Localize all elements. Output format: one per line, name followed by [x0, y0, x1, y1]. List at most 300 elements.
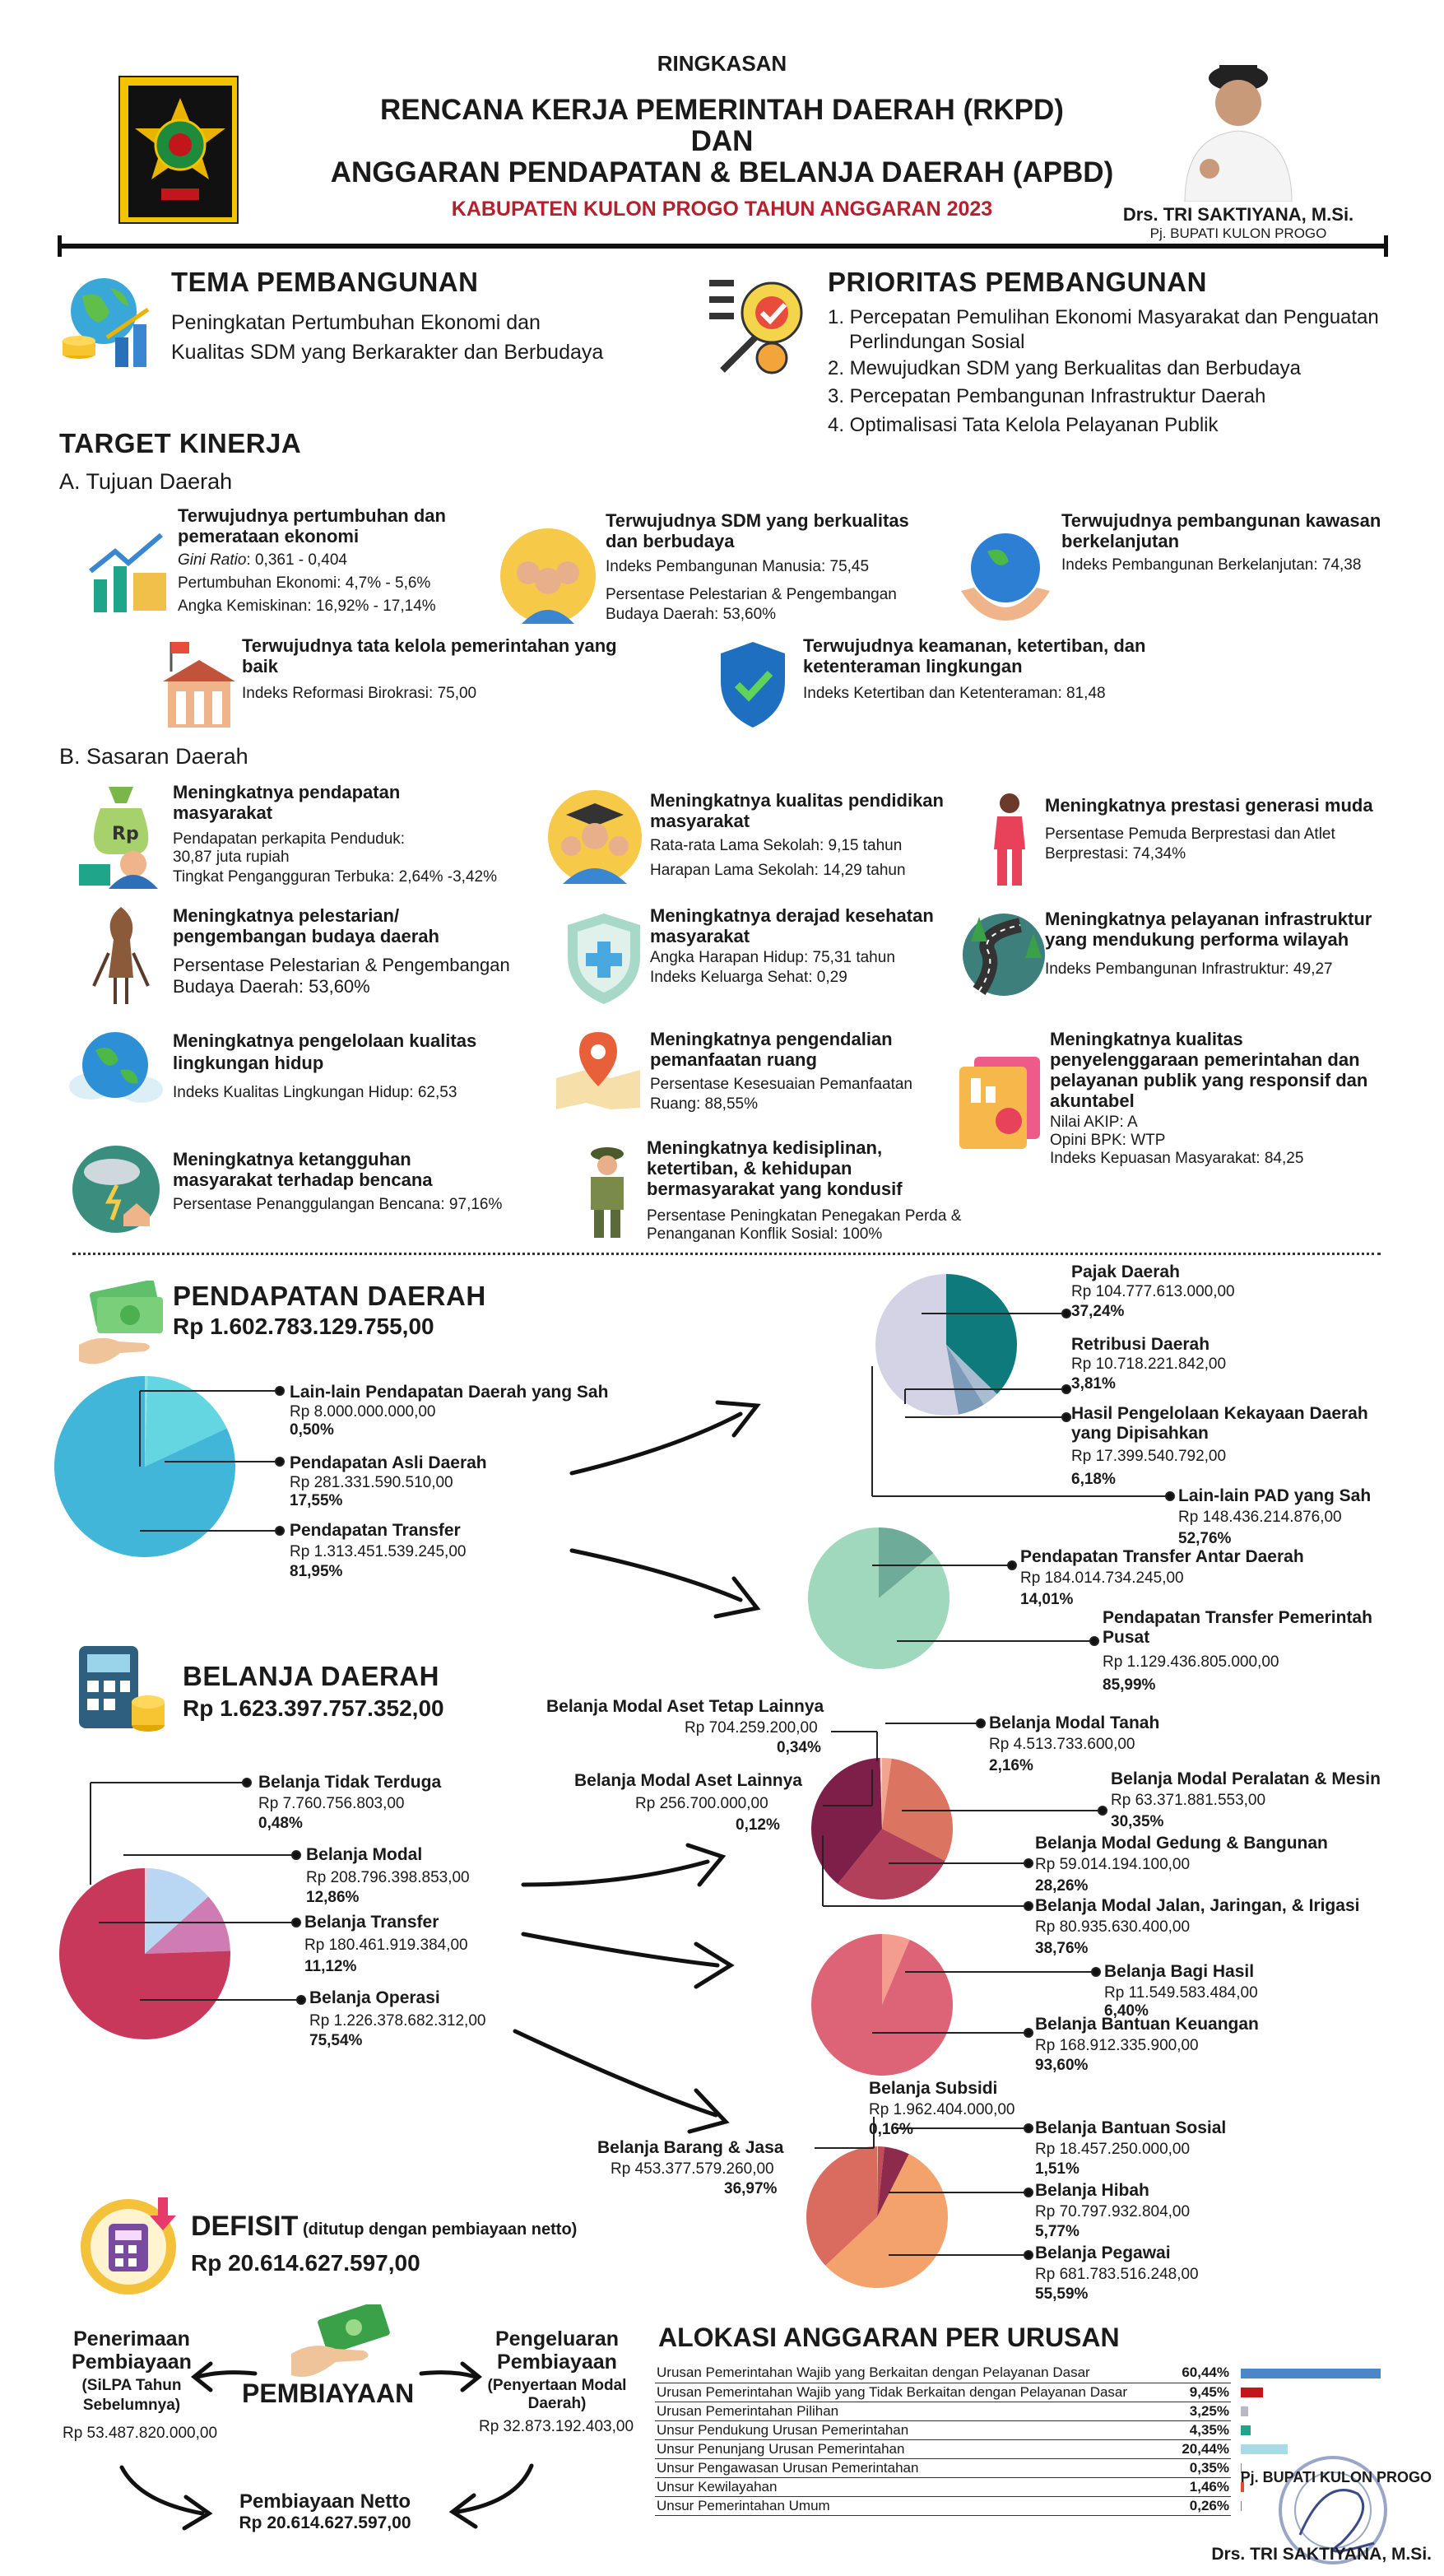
- tujuan-2-culture-2: Budaya Daerah: 53,60%: [606, 606, 777, 623]
- defisit-note: (ditutup dengan pembiayaan netto): [303, 2220, 578, 2239]
- alokasi-bar: [1241, 2388, 1263, 2397]
- pendapatan-total: Rp 1.602.783.129.755,00: [173, 1314, 434, 1339]
- tujuan-3-heading-1: Terwujudnya pembangunan kawasan: [1061, 510, 1381, 531]
- sasaran-4-line-1: Persentase Pelestarian & Pengembangan: [173, 955, 510, 975]
- pad-kekayaan-pct: 6,18%: [1071, 1471, 1116, 1488]
- regency-logo: [118, 76, 239, 224]
- tujuan-4-heading-1: Terwujudnya tata kelola pemerintahan yang: [242, 635, 617, 656]
- netto-value: Rp 20.614.627.597,00: [239, 2513, 411, 2532]
- pembiayaan-title: PEMBIAYAAN: [242, 2378, 415, 2408]
- pad-retribusi-pct: 3,81%: [1071, 1375, 1116, 1393]
- pie-belanja-slice-1: [145, 1868, 147, 1954]
- operasi-hibah-value: Rp 70.797.932.804,00: [1035, 2203, 1191, 2220]
- modal-peralatan-value: Rp 63.371.881.553,00: [1111, 1792, 1266, 1809]
- alokasi-row-pct: 0,26%: [1173, 2496, 1231, 2515]
- pendapatan-pad-pct: 17,55%: [290, 1492, 343, 1509]
- priority-checklist-icon: [706, 272, 813, 379]
- wayang-puppet-icon: [91, 904, 151, 1006]
- operasi-bansos-name: Belanja Bantuan Sosial: [1035, 2118, 1227, 2137]
- leader-dot-4: [1062, 1309, 1070, 1318]
- summary-label: RINGKASAN: [657, 51, 787, 76]
- pie-belanja-modal-slice-3: [838, 1829, 945, 1899]
- sasaran-1-line-1: Pendapatan perkapita Penduduk:: [173, 830, 406, 848]
- arrow-pendapatan-to-pad-head: [717, 1402, 757, 1435]
- sasaran-8-line-2: Ruang: 88,55%: [650, 1095, 758, 1113]
- leader-dot-22: [1024, 2251, 1033, 2259]
- pendapatan-title: PENDAPATAN DAERAH: [173, 1281, 486, 1311]
- leader-dot-17: [1024, 1902, 1033, 1910]
- tujuan-3-index: Indeks Pembangunan Berkelanjutan: 74,38: [1061, 556, 1362, 574]
- pengeluaran-sub-2: Daerah): [527, 2395, 587, 2412]
- modal-jalan-value: Rp 80.935.630.400,00: [1035, 1918, 1191, 1936]
- sasaran-7-heading-2: lingkungan hidup: [173, 1053, 324, 1073]
- leader-dot-20: [1024, 2124, 1033, 2132]
- sasaran-5-heading-2: masyarakat: [650, 926, 750, 946]
- btransfer-bagi-hasil-value: Rp 11.549.583.484,00: [1104, 1984, 1258, 2002]
- alokasi-row-name: Unsur Pemerintahan Umum: [655, 2496, 1173, 2515]
- leader-dot-9: [1090, 1637, 1098, 1645]
- pad-pajak-name: Pajak Daerah: [1071, 1262, 1180, 1281]
- tujuan-1-growth: Pertumbuhan Ekonomi: 4,7% - 5,6%: [178, 574, 431, 592]
- penerimaan-label-1: Penerimaan: [73, 2327, 190, 2350]
- alokasi-row-pct: 20,44%: [1173, 2439, 1231, 2458]
- alokasi-row-name: Unsur Kewilayahan: [655, 2477, 1173, 2496]
- pie-pad-slice-1: [946, 1274, 1017, 1394]
- earth-hands-icon: [954, 522, 1056, 624]
- sasaran-3-line-2: Berprestasi: 74,34%: [1045, 845, 1186, 863]
- sasaran-8-heading-1: Meningkatnya pengendalian: [650, 1029, 893, 1049]
- pad-retribusi-name: Retribusi Daerah: [1071, 1335, 1210, 1354]
- sasaran-1-heading-1: Meningkatnya pendapatan: [173, 782, 401, 802]
- tujuan-1-gini: Gini Ratio: 0,361 - 0,404: [178, 551, 347, 569]
- money-bag-icon: [76, 779, 166, 889]
- economy-growth-icon: [86, 530, 171, 616]
- tujuan-1-poverty: Angka Kemiskinan: 16,92% - 17,14%: [178, 598, 436, 615]
- pie-belanja-modal-slice-2: [882, 1759, 953, 1861]
- sasaran-6-line-1: Indeks Pembangunan Infrastruktur: 49,27: [1045, 960, 1333, 978]
- penerimaan-sub-2: Sebelumnya): [82, 2397, 181, 2414]
- arrow-belanja-to-transfer: [523, 1934, 717, 1965]
- tema-line-2: Kualitas SDM yang Berkarakter dan Berbudaya: [171, 341, 604, 364]
- belanja-tt-name: Belanja Tidak Terduga: [258, 1773, 442, 1792]
- tujuan-1-heading-1: Terwujudnya pertumbuhan dan: [178, 505, 446, 526]
- pie-pendapatan-slice-3: [54, 1376, 235, 1557]
- arrow-pendapatan-to-transfer-head: [716, 1579, 757, 1616]
- pie-belanja-modal-slice-6: [880, 1758, 882, 1829]
- sasaran-title: B. Sasaran Daerah: [59, 744, 248, 769]
- sasaran-9-line-2: Opini BPK: WTP: [1050, 1132, 1166, 1149]
- leader-dot-14: [977, 1719, 985, 1727]
- pie-belanja-slice-3: [145, 1896, 230, 1954]
- belanja-operasi-name: Belanja Operasi: [309, 1988, 440, 2007]
- btransfer-bantuan-name: Belanja Bantuan Keuangan: [1035, 2015, 1259, 2034]
- sasaran-6-heading-1: Meningkatnya pelayanan infrastruktur: [1045, 909, 1372, 929]
- section-dotted-divider: [72, 1253, 1381, 1255]
- target-title: TARGET KINERJA: [59, 428, 302, 458]
- header-divider-cap-left: [58, 235, 62, 257]
- sasaran-9-heading-4: akuntabel: [1050, 1090, 1135, 1111]
- sasaran-5-line-2: Indeks Keluarga Sehat: 0,29: [650, 969, 847, 986]
- penerimaan-label-2: Pembiayaan: [72, 2350, 192, 2374]
- belanja-modal-pct: 12,86%: [306, 1889, 360, 1906]
- prioritas-title: PRIORITAS PEMBANGUNAN: [828, 267, 1207, 297]
- defisit-total: Rp 20.614.627.597,00: [191, 2250, 420, 2276]
- modal-al-pct: 0,12%: [736, 1816, 780, 1834]
- pie-belanja-operasi-slice-4: [825, 2154, 948, 2288]
- modal-tanah-name: Belanja Modal Tanah: [989, 1713, 1160, 1732]
- netto-label: Pembiayaan Netto: [239, 2490, 411, 2513]
- leader-dot-5: [1062, 1385, 1070, 1393]
- btransfer-bagi-hasil-pct: 6,40%: [1104, 2002, 1149, 2020]
- sasaran-7-heading-1: Meningkatnya pengelolaan kualitas: [173, 1030, 477, 1051]
- alokasi-row-pct: 9,45%: [1173, 2383, 1231, 2402]
- sasaran-3-heading-1: Meningkatnya prestasi generasi muda: [1045, 795, 1373, 816]
- modal-gedung-value: Rp 59.014.194.100,00: [1035, 1856, 1191, 1873]
- pad-retribusi-value: Rp 10.718.221.842,00: [1071, 1355, 1227, 1373]
- prioritas-item-1-cont: Perlindungan Sosial: [849, 331, 1025, 353]
- operasi-hibah-pct: 5,77%: [1035, 2223, 1080, 2240]
- modal-peralatan-pct: 30,35%: [1111, 1813, 1164, 1830]
- ptransfer-pusat-name-1: Pendapatan Transfer Pemerintah: [1103, 1608, 1372, 1627]
- sasaran-6-heading-2: yang mendukung performa wilayah: [1045, 929, 1349, 950]
- operasi-bansos-value: Rp 18.457.250.000,00: [1035, 2141, 1191, 2158]
- tujuan-2-heading-2: dan berbudaya: [606, 531, 735, 551]
- arrow-pembiayaan-right: [421, 2373, 476, 2377]
- sasaran-10-heading-1: Meningkatnya ketangguhan: [173, 1149, 411, 1169]
- leader-dot-7: [1166, 1492, 1174, 1500]
- pad-kekayaan-value: Rp 17.399.540.792,00: [1071, 1448, 1227, 1465]
- sasaran-10-heading-2: masyarakat terhadap bencana: [173, 1169, 433, 1190]
- penerimaan-sub-1: (SiLPA Tahun: [81, 2377, 182, 2394]
- belanja-title: BELANJA DAERAH: [183, 1661, 439, 1691]
- modal-gedung-pct: 28,26%: [1035, 1877, 1089, 1895]
- sasaran-3-line-1: Persentase Pemuda Berprestasi dan Atlet: [1045, 825, 1335, 843]
- sasaran-5-line-1: Angka Harapan Hidup: 75,31 tahun: [650, 949, 895, 966]
- operasi-pegawai-pct: 55,59%: [1035, 2285, 1089, 2303]
- operasi-pegawai-value: Rp 681.783.516.248,00: [1035, 2266, 1199, 2283]
- pie-pad-slice-3: [946, 1345, 984, 1415]
- deficit-calculator-icon: [79, 2194, 181, 2296]
- road-infrastructure-icon: [963, 909, 1045, 999]
- operasi-hibah-name: Belanja Hibah: [1035, 2181, 1149, 2200]
- leader-dot-19: [1024, 2029, 1033, 2037]
- prioritas-item-3: 3. Percepatan Pembangunan Infrastruktur Daerah: [828, 385, 1266, 407]
- arrow-belanja-to-modal-head: [688, 1845, 722, 1885]
- tujuan-5-heading-1: Terwujudnya keamanan, ketertiban, dan: [803, 635, 1146, 656]
- alokasi-row-name: Unsur Pendukung Urusan Pemerintahan: [655, 2420, 1173, 2439]
- pie-pendapatan-transfer-slice-2: [808, 1527, 950, 1669]
- leader-dot-2: [276, 1458, 284, 1466]
- pie-pendapatan-slice-2: [145, 1376, 227, 1467]
- students-icon: [497, 527, 599, 625]
- belanja-transfer-name: Belanja Transfer: [304, 1913, 439, 1932]
- alokasi-row-name: Unsur Pengawasan Urusan Pemerintahan: [655, 2458, 1173, 2477]
- sasaran-9-line-1: Nilai AKIP: A: [1050, 1114, 1138, 1131]
- ptransfer-pusat-value: Rp 1.129.436.805.000,00: [1103, 1653, 1279, 1671]
- leader-dot-11: [292, 1851, 300, 1859]
- alokasi-row-name: Urusan Pemerintahan Wajib yang Tidak Berkaitan dengan Pelayanan Dasar: [655, 2383, 1173, 2402]
- page-title-rkpd: RENCANA KERJA PEMERINTAH DAERAH (RKPD): [380, 94, 1064, 126]
- sasaran-8-line-1: Persentase Kesesuaian Pemanfaatan: [650, 1076, 912, 1093]
- alokasi-bar: [1241, 2406, 1248, 2416]
- pie-belanja-slice-4: [59, 1868, 230, 2039]
- security-shield-icon: [716, 639, 790, 731]
- sasaran-2-line-1: Rata-rata Lama Sekolah: 9,15 tahun: [650, 837, 903, 854]
- operasi-subsidi-name: Belanja Subsidi: [869, 2079, 998, 2098]
- ptransfer-pusat-pct: 85,99%: [1103, 1676, 1156, 1694]
- police-officer-icon: [581, 1144, 634, 1241]
- leader-dot-21: [1024, 2188, 1033, 2197]
- belanja-total: Rp 1.623.397.757.352,00: [183, 1695, 444, 1721]
- arrow-belanja-to-transfer-head: [696, 1944, 731, 1987]
- pengeluaran-value: Rp 32.873.192.403,00: [478, 2418, 634, 2435]
- btransfer-bantuan-value: Rp 168.912.335.900,00: [1035, 2037, 1199, 2054]
- alokasi-row: [655, 2383, 1382, 2402]
- sasaran-9-heading-2: penyelenggaraan pemerintahan dan: [1050, 1049, 1360, 1070]
- belanja-transfer-pct: 11,12%: [304, 1958, 357, 1975]
- sasaran-4-line-2: Budaya Daerah: 53,60%: [173, 976, 370, 997]
- sasaran-1-line-3: Tingkat Pengangguran Terbuka: 2,64% -3,42%: [173, 868, 497, 886]
- leader-dot-8: [1008, 1561, 1016, 1569]
- modal-peralatan-name: Belanja Modal Peralatan & Mesin: [1111, 1769, 1381, 1788]
- arrow-belanja-to-operasi: [515, 2031, 716, 2115]
- graduates-icon: [546, 788, 643, 886]
- tujuan-2-ipm: Indeks Pembangunan Manusia: 75,45: [606, 558, 870, 575]
- pendapatan-pad-value: Rp 281.331.590.510,00: [290, 1474, 453, 1491]
- sasaran-2-line-2: Harapan Lama Sekolah: 14,29 tahun: [650, 862, 906, 879]
- sasaran-11-heading-3: bermasyarakat yang kondusif: [647, 1179, 903, 1199]
- pad-kekayaan-name-2: yang Dipisahkan: [1071, 1424, 1209, 1443]
- btransfer-bagi-hasil-name: Belanja Bagi Hasil: [1104, 1962, 1255, 1981]
- leader-dot-15: [1098, 1806, 1107, 1815]
- pie-belanja-operasi-slice-2: [877, 2146, 885, 2217]
- penerimaan-value: Rp 53.487.820.000,00: [62, 2425, 218, 2442]
- alokasi-row-pct: 4,35%: [1173, 2420, 1231, 2439]
- modal-atl-name: Belanja Modal Aset Tetap Lainnya: [546, 1697, 824, 1716]
- pie-pendapatan-slice-1: [145, 1376, 147, 1467]
- government-building-icon: [160, 639, 239, 731]
- disaster-storm-icon: [71, 1144, 161, 1235]
- prioritas-item-1: 1. Percepatan Pemulihan Ekonomi Masyarakat dan Penguatan: [828, 306, 1379, 328]
- alokasi-row: [655, 2402, 1382, 2420]
- modal-jalan-name: Belanja Modal Jalan, Jaringan, & Irigasi: [1035, 1896, 1360, 1915]
- pad-lain-pct: 52,76%: [1178, 1530, 1232, 1547]
- alokasi-row-name: Unsur Penunjang Urusan Pemerintahan: [655, 2439, 1173, 2458]
- leader-dot-18: [1092, 1968, 1100, 1976]
- operasi-barang-name: Belanja Barang & Jasa: [597, 2138, 784, 2157]
- official-portrait: [1177, 45, 1300, 202]
- tujuan-3-heading-2: berkelanjutan: [1061, 531, 1180, 551]
- leader-dot-16: [1024, 1859, 1033, 1867]
- pengeluaran-label-2: Pembiayaan: [497, 2350, 617, 2374]
- operasi-barang-value: Rp 453.377.579.260,00: [611, 2160, 774, 2178]
- sasaran-11-heading-1: Meningkatnya kedisiplinan,: [647, 1137, 883, 1158]
- operasi-bansos-pct: 1,51%: [1035, 2160, 1080, 2178]
- pie-pad-slice-4: [875, 1274, 959, 1416]
- pad-pajak-pct: 37,24%: [1071, 1303, 1125, 1320]
- pie-belanja-transfer-slice-1: [882, 1934, 910, 2005]
- pendapatan-lain-pct: 0,50%: [290, 1421, 334, 1439]
- signature-name: Drs. TRI SAKTIYANA, M.Si.: [1211, 2545, 1432, 2564]
- pie-belanja-operasi-slice-1: [877, 2146, 878, 2217]
- tujuan-1-heading-2: pemerataan ekonomi: [178, 526, 360, 546]
- pie-belanja-operasi-slice-5: [806, 2146, 877, 2266]
- pie-belanja-operasi-slice-3: [877, 2146, 909, 2217]
- sasaran-1-line-2: 30,87 juta rupiah: [173, 849, 290, 866]
- belanja-tt-pct: 0,48%: [258, 1815, 303, 1832]
- modal-tanah-pct: 2,16%: [989, 1757, 1033, 1774]
- operasi-pegawai-name: Belanja Pegawai: [1035, 2244, 1171, 2262]
- map-pin-icon: [553, 1029, 643, 1111]
- pendapatan-transfer-value: Rp 1.313.451.539.245,00: [290, 1543, 467, 1560]
- ptransfer-antar-name: Pendapatan Transfer Antar Daerah: [1020, 1547, 1304, 1566]
- belanja-operasi-value: Rp 1.226.378.682.312,00: [309, 2012, 486, 2030]
- pie-belanja-slice-2: [145, 1868, 208, 1954]
- pie-pendapatan-transfer-slice-1: [879, 1527, 933, 1598]
- tema-title: TEMA PEMBANGUNAN: [171, 267, 479, 297]
- modal-atl-value: Rp 704.259.200,00: [685, 1719, 818, 1737]
- btransfer-bantuan-pct: 93,60%: [1035, 2057, 1089, 2074]
- alokasi-row-name: Urusan Pemerintahan Wajib yang Berkaitan dengan Pelayanan Dasar: [655, 2364, 1173, 2383]
- money-hand-icon: [76, 1281, 166, 1369]
- arrow-pendapatan-to-transfer: [572, 1551, 741, 1600]
- pendapatan-lain-name: Lain-lain Pendapatan Daerah yang Sah: [290, 1383, 609, 1402]
- arrow-belanja-to-modal: [523, 1862, 708, 1885]
- pie-belanja-modal-slice-4: [811, 1758, 882, 1884]
- sasaran-8-heading-2: pemanfaatan ruang: [650, 1049, 817, 1070]
- young-athlete-icon: [984, 792, 1035, 890]
- alokasi-bar: [1241, 2425, 1251, 2435]
- belanja-tt-value: Rp 7.760.756.803,00: [258, 1795, 405, 1812]
- pie-pad-slice-2: [946, 1345, 997, 1405]
- pad-pajak-value: Rp 104.777.613.000,00: [1071, 1283, 1235, 1300]
- sasaran-11-line-2: Penanganan Konflik Sosial: 100%: [647, 1225, 883, 1243]
- pad-kekayaan-name-1: Hasil Pengelolaan Kekayaan Daerah: [1071, 1404, 1368, 1423]
- modal-gedung-name: Belanja Modal Gedung & Bangunan: [1035, 1834, 1328, 1853]
- sasaran-1-heading-2: masyarakat: [173, 802, 273, 823]
- alokasi-row-pct: 0,35%: [1173, 2458, 1231, 2477]
- modal-al-name: Belanja Modal Aset Lainnya: [574, 1771, 802, 1790]
- arrow-pengeluaran-to-netto-head: [453, 2495, 476, 2527]
- leader-dot-6: [1062, 1413, 1070, 1421]
- pad-lain-name: Lain-lain PAD yang Sah: [1178, 1486, 1372, 1505]
- alokasi-title: ALOKASI ANGGARAN PER URUSAN: [658, 2323, 1120, 2352]
- alokasi-row: [655, 2420, 1382, 2439]
- ptransfer-pusat-name-2: Pusat: [1103, 1628, 1150, 1647]
- pie-belanja-modal-slice-5: [880, 1758, 882, 1829]
- belanja-modal-value: Rp 208.796.398.853,00: [306, 1869, 470, 1886]
- health-shield-icon: [563, 910, 645, 1007]
- leader-dot-12: [292, 1918, 300, 1927]
- leader-dot-1: [276, 1387, 284, 1395]
- operasi-subsidi-value: Rp 1.962.404.000,00: [869, 2101, 1015, 2118]
- page-subtitle: KABUPATEN KULON PROGO TAHUN ANGGARAN 2023: [451, 198, 993, 221]
- pie-belanja-transfer-slice-2: [811, 1934, 953, 2076]
- operasi-barang-pct: 36,97%: [724, 2180, 778, 2197]
- tujuan-2-heading-1: Terwujudnya SDM yang berkualitas: [606, 510, 909, 531]
- sasaran-9-heading-1: Meningkatnya kualitas: [1050, 1029, 1243, 1049]
- sasaran-9-heading-3: pelayanan publik yang responsif dan: [1050, 1070, 1368, 1090]
- pendapatan-transfer-name: Pendapatan Transfer: [290, 1521, 461, 1540]
- modal-jalan-pct: 38,76%: [1035, 1940, 1089, 1957]
- tujuan-5-heading-2: ketenteraman lingkungan: [803, 656, 1023, 677]
- belanja-transfer-value: Rp 180.461.919.384,00: [304, 1937, 468, 1954]
- tujuan-4-heading-2: baik: [242, 656, 279, 677]
- svg-text:Rp: Rp: [112, 824, 139, 844]
- pie-belanja-modal-slice-1: [882, 1758, 892, 1829]
- modal-al-value: Rp 256.700.000,00: [635, 1795, 768, 1812]
- official-role: Pj. BUPATI KULON PROGO: [1149, 226, 1327, 241]
- prioritas-item-2: 2. Mewujudkan SDM yang Berkualitas dan Berbudaya: [828, 357, 1301, 379]
- modal-atl-pct: 0,34%: [777, 1739, 821, 1756]
- alokasi-row-name: Urusan Pemerintahan Pilihan: [655, 2402, 1173, 2420]
- money-exchange-icon: [288, 2304, 395, 2383]
- belanja-modal-name: Belanja Modal: [306, 1845, 423, 1864]
- header-divider: [59, 244, 1387, 249]
- calculator-coins-icon: [76, 1643, 166, 1737]
- alokasi-row-pct: 60,44%: [1173, 2364, 1231, 2383]
- page-title-apbd: ANGGARAN PENDAPATAN & BELANJA DAERAH (APBD): [330, 156, 1114, 188]
- sasaran-7-line-1: Indeks Kualitas Lingkungan Hidup: 62,53: [173, 1084, 457, 1101]
- sasaran-2-heading-1: Meningkatnya kualitas pendidikan: [650, 790, 944, 811]
- tujuan-2-culture-1: Persentase Pelestarian & Pengembangan: [606, 586, 897, 603]
- pengeluaran-label-1: Pengeluaran: [494, 2327, 620, 2350]
- environment-globe-icon: [66, 1025, 165, 1108]
- header-divider-cap-right: [1384, 235, 1388, 257]
- leader-dot-13: [297, 1996, 305, 2004]
- sasaran-10-line-1: Persentase Penanggulangan Bencana: 97,16%: [173, 1196, 503, 1213]
- globe-growth-icon: [58, 272, 165, 377]
- pendapatan-pad-name: Pendapatan Asli Daerah: [290, 1453, 487, 1472]
- sasaran-11-line-1: Persentase Peningkatan Penegakan Perda &: [647, 1207, 962, 1225]
- operasi-subsidi-pct: 0,16%: [869, 2121, 913, 2138]
- alokasi-bar: [1241, 2369, 1381, 2378]
- alokasi-row-pct: 3,25%: [1173, 2402, 1231, 2420]
- ptransfer-antar-value: Rp 184.014.734.245,00: [1020, 1569, 1184, 1587]
- pendapatan-transfer-pct: 81,95%: [290, 1563, 343, 1580]
- arrow-penerimaan-to-netto: [122, 2467, 202, 2513]
- modal-tanah-value: Rp 4.513.733.600,00: [989, 1736, 1135, 1753]
- official-name: Drs. TRI SAKTIYANA, M.Si.: [1122, 204, 1354, 225]
- ptransfer-antar-pct: 14,01%: [1020, 1591, 1074, 1608]
- sasaran-4-heading-2: pengembangan budaya daerah: [173, 926, 439, 946]
- sasaran-2-heading-2: masyarakat: [650, 811, 750, 831]
- prioritas-item-4: 4. Optimalisasi Tata Kelola Pelayanan Publik: [828, 414, 1219, 436]
- tema-line-1: Peningkatan Pertumbuhan Ekonomi dan: [171, 311, 541, 334]
- arrow-pendapatan-to-pad: [572, 1414, 741, 1473]
- leader-dot-3: [276, 1527, 284, 1535]
- pad-lain-value: Rp 148.436.214.876,00: [1178, 1509, 1342, 1526]
- alokasi-bar: [1241, 2501, 1242, 2511]
- signature-role: Pj. BUPATI KULON PROGO: [1240, 2469, 1432, 2485]
- alokasi-row: [655, 2364, 1382, 2383]
- arrow-belanja-to-operasi-head: [689, 2090, 726, 2132]
- report-document-icon: [954, 1053, 1047, 1152]
- leader-dot-10: [243, 1779, 251, 1787]
- pendapatan-lain-value: Rp 8.000.000.000,00: [290, 1403, 436, 1421]
- pengeluaran-sub-1: (Penyertaan Modal: [487, 2377, 627, 2394]
- sasaran-4-heading-1: Meningkatnya pelestarian/: [173, 905, 400, 926]
- tujuan-4-index: Indeks Reformasi Birokrasi: 75,00: [242, 685, 477, 702]
- page-title-and: DAN: [690, 125, 754, 157]
- defisit-title: DEFISIT: [191, 2211, 299, 2242]
- sasaran-11-heading-2: ketertiban, & kehidupan: [647, 1158, 852, 1179]
- tujuan-title: A. Tujuan Daerah: [59, 469, 233, 494]
- belanja-operasi-pct: 75,54%: [309, 2032, 363, 2049]
- sasaran-9-line-3: Indeks Kepuasan Masyarakat: 84,25: [1050, 1150, 1304, 1167]
- sasaran-5-heading-1: Meningkatnya derajad kesehatan: [650, 905, 934, 926]
- tujuan-5-index: Indeks Ketertiban dan Ketenteraman: 81,48: [803, 685, 1106, 702]
